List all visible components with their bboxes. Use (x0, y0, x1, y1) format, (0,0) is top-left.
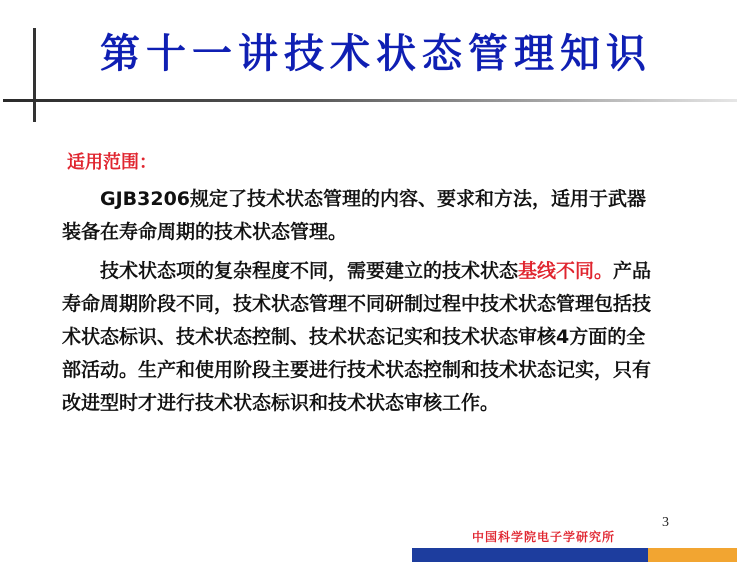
paragraph-2 (62, 255, 652, 420)
section-label: 适用范围： (67, 152, 157, 173)
paragraph-2-highlight: 基线不同。 (518, 260, 614, 282)
page-number: 3 (662, 515, 669, 530)
paragraph-2-after: 产品寿命周期阶段不同，技术状态管理不同研制过程中技术状态管理包括技术状态标识、技术状态控制、技术状态记实和技术状态审核4方面的全部活动。生产和使用阶段主要进行技术状态控制和技术状态记实，只有改进型时才进行技术状态标识和技术状态审核工作。 (62, 260, 652, 414)
paragraph-1: GJB3206规定了技术状态管理的内容、要求和方法，适用于武器装备在寿命周期的技术状态管理。 (62, 188, 647, 243)
footer-bar-orange (648, 548, 737, 562)
footer-bar-blue (412, 548, 648, 562)
vertical-divider (33, 28, 36, 122)
title-underline (3, 99, 737, 102)
footer-institute-name: 中国科学院电子学研究所 (472, 530, 616, 544)
paragraph-2-before: 技术状态项的复杂程度不同，需要建立的技术状态 (100, 260, 519, 282)
slide-title: 第十一讲技术状态管理知识 (100, 30, 652, 77)
